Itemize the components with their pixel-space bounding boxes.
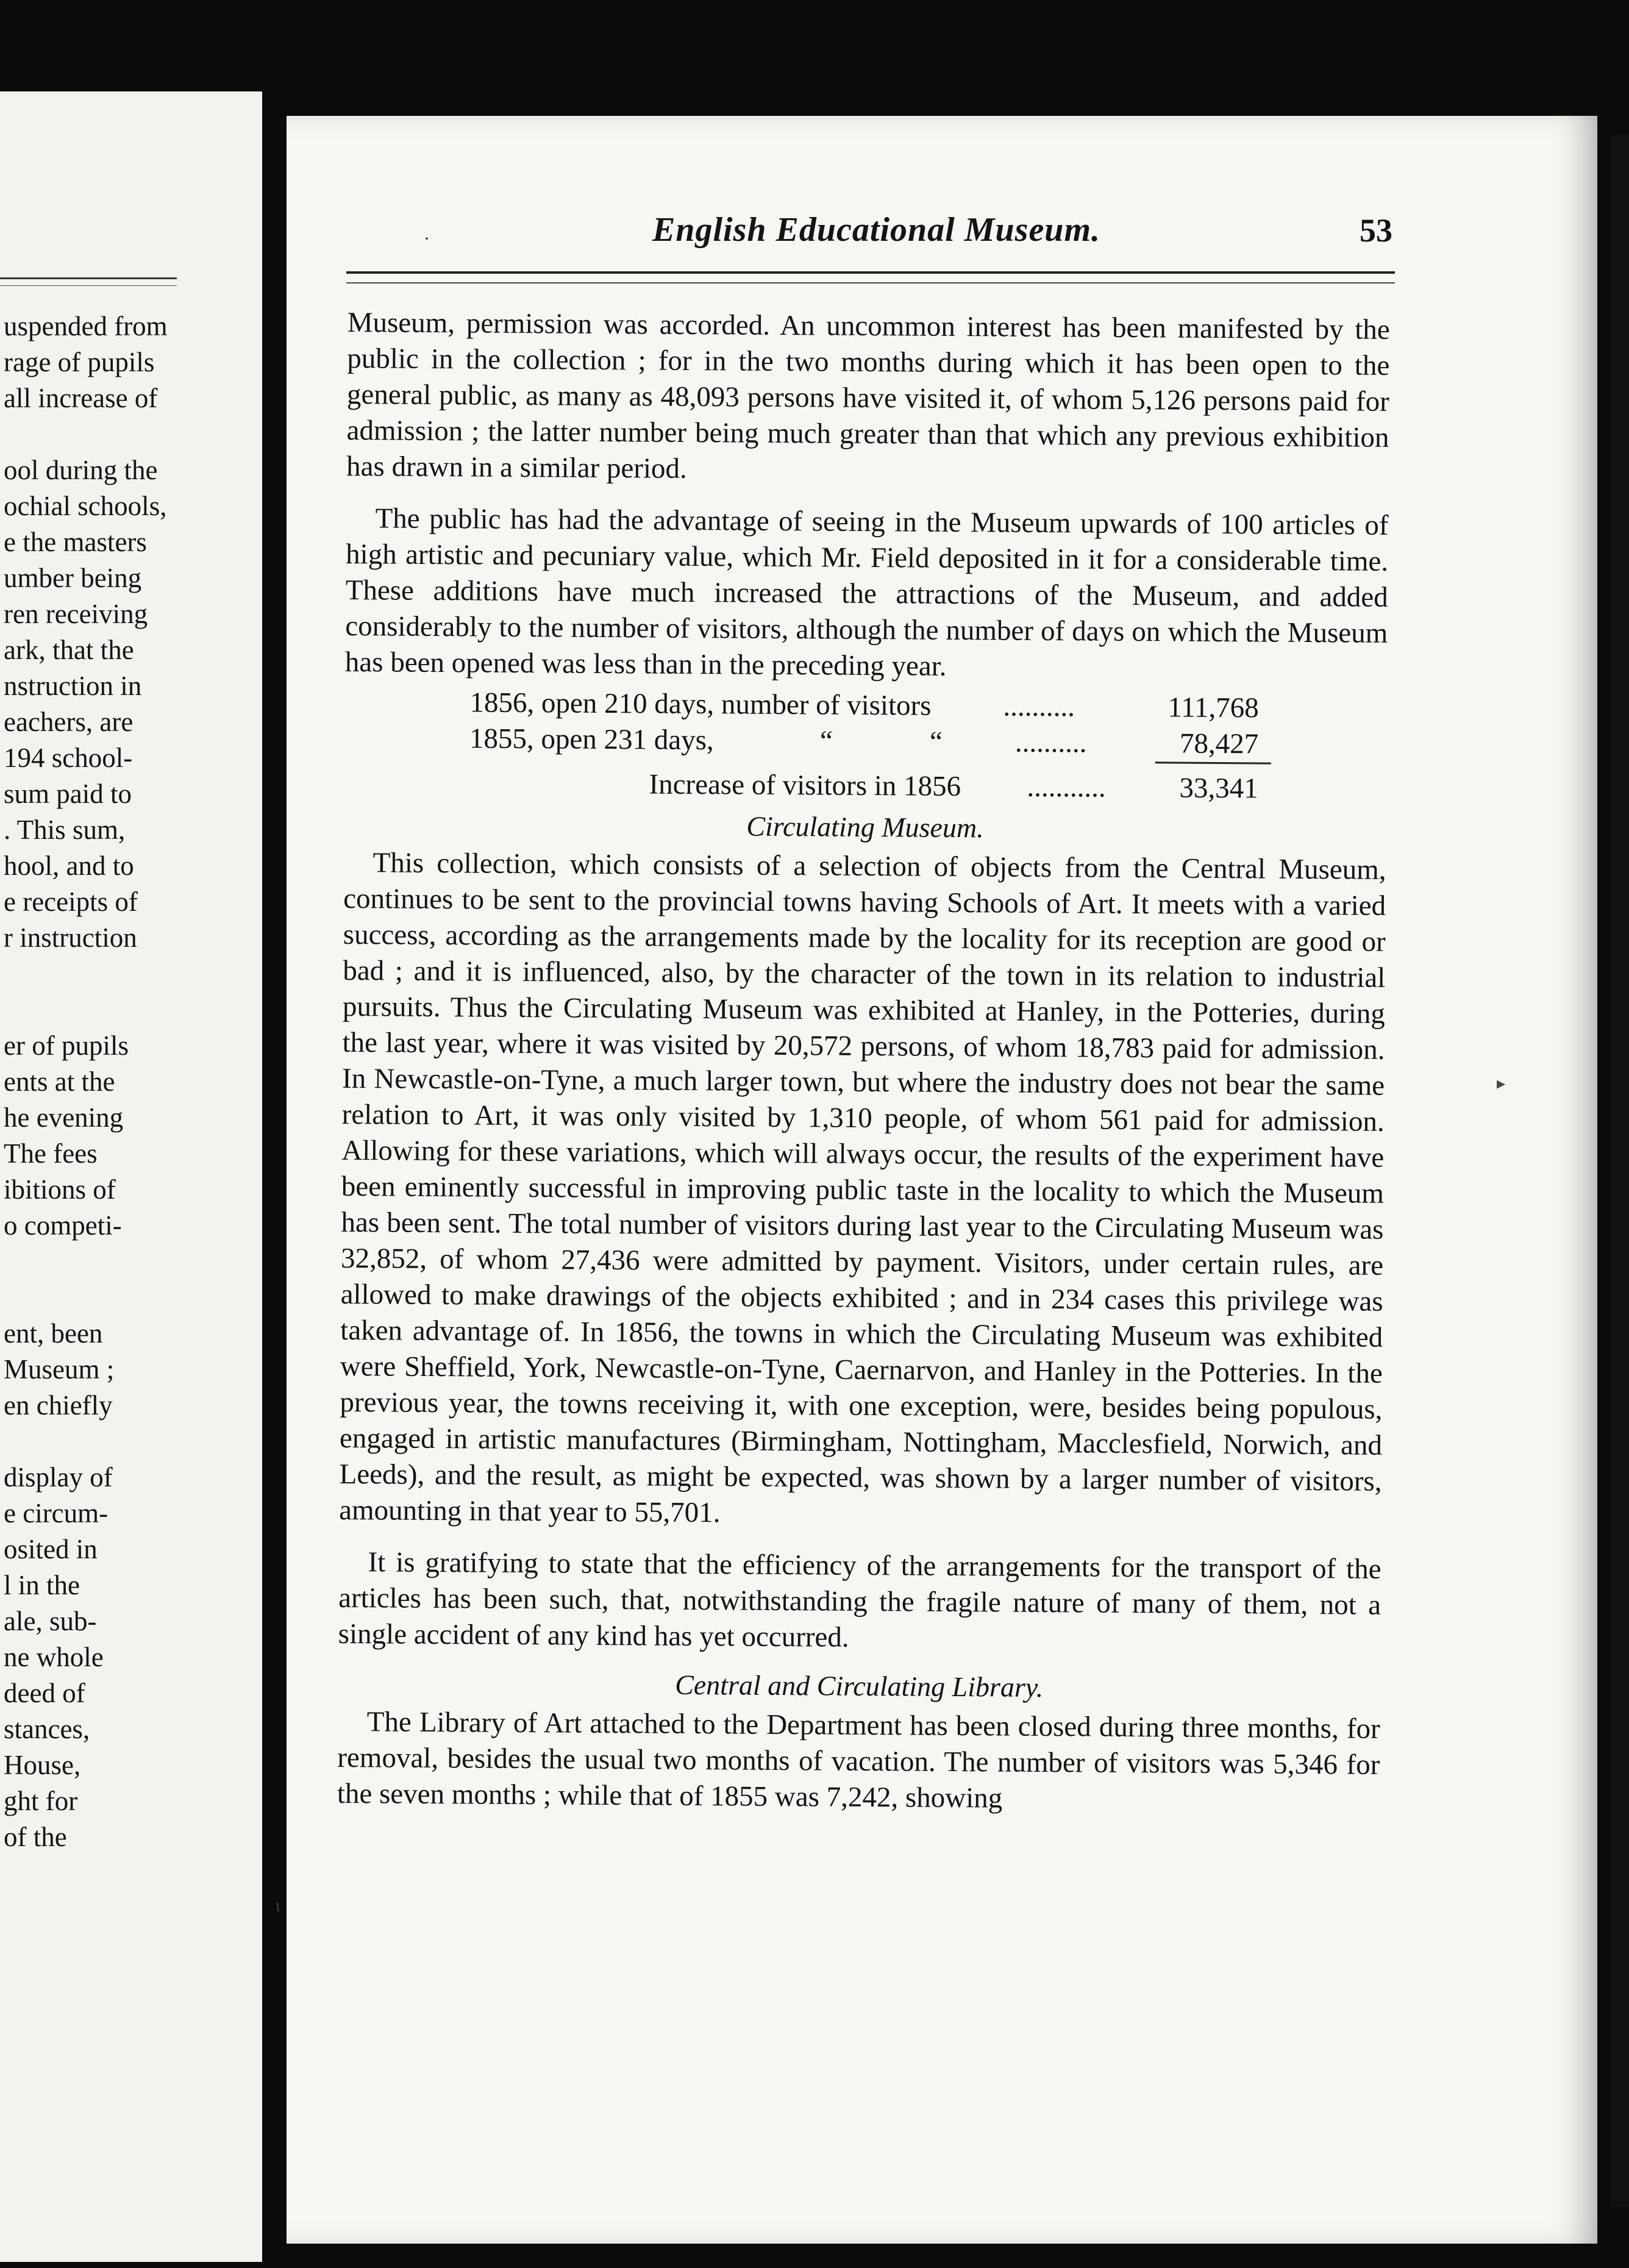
row-value: 111,768 xyxy=(1167,691,1259,724)
facing-page-line: he evening xyxy=(4,1102,124,1133)
facing-page-line: e circum- xyxy=(4,1498,109,1528)
paragraph: The public has had the advantage of seeing in the Museum upwards of 100 articles of high artistic and pecuniary value, which Mr. Field deposited in it for a considerable time. These additions have much increased the attractions of the Museum, and added considerably to the number of visitors, although the number of days on which the Museum has been opened was less than in the preceding year. xyxy=(344,502,1389,682)
facing-page-line: . This sum, xyxy=(4,815,126,845)
facing-page-line: hool, and to xyxy=(4,850,134,881)
facing-page-line: The fees xyxy=(4,1138,98,1169)
facing-page-line: ent, been xyxy=(4,1318,103,1349)
facing-page-line: rage of pupils xyxy=(4,347,155,377)
header-double-rule xyxy=(346,271,1395,284)
facing-page-line: deed of xyxy=(4,1678,85,1708)
ditto-mark: “ xyxy=(929,726,943,758)
row-label: 1856, open 210 days, number of visitors xyxy=(469,686,932,722)
table-total-row xyxy=(344,765,1386,808)
paragraph: Museum, permission was accorded. An uncommon interest has been manifested by the public in the collection ; for in the two months during which it has been open to the general public, as many as 48,093 persons have visited it, of whom 5,126 persons paid for admission ; the latter number being much greater than that which any previous exhibition has drawn in a similar period. xyxy=(346,306,1390,485)
paragraph: The Library of Art attached to the Department has been closed during three months, for removal, besides the usual two months of vacation. The number of visitors was 5,346 for the seven months ; while that of 1855 was 7,242, showing xyxy=(337,1706,1380,1814)
facing-page-line: display of xyxy=(4,1462,113,1492)
section-heading: Circulating Museum. xyxy=(746,810,984,844)
page-header xyxy=(366,210,1402,259)
facing-page-line: e the masters xyxy=(4,527,147,557)
margin-mark: ▸ xyxy=(1497,1074,1506,1093)
row-leader: .......... xyxy=(1014,726,1087,759)
facing-page-line: ren receiving xyxy=(4,599,148,629)
header-dot: · xyxy=(424,229,430,249)
row-leader: .......... xyxy=(1003,690,1075,723)
total-value: 33,341 xyxy=(1179,772,1258,805)
facing-page-line: 194 school- xyxy=(4,743,133,773)
page-edge-shadow xyxy=(1611,134,1629,2207)
sum-rule xyxy=(1155,761,1271,764)
facing-page-line: osited in xyxy=(4,1534,98,1564)
running-title: English Educational Museum. xyxy=(652,211,1101,249)
facing-page-line: ght for xyxy=(4,1786,78,1816)
facing-page-line: ale, sub- xyxy=(4,1606,97,1636)
paragraph: It is gratifying to state that the efficiency of the arrangements for the transport of the articles has been such, that, notwithstanding the fragile nature of many of them, not a single accident of any kind has yet occurred. xyxy=(338,1546,1381,1653)
section-heading: Central and Circulating Library. xyxy=(675,1669,1044,1703)
row-label: 1855, open 231 days, xyxy=(469,722,714,757)
page-number: 53 xyxy=(1360,212,1392,249)
row-value: 78,427 xyxy=(1179,727,1259,760)
facing-page-line: eachers, are xyxy=(4,707,134,737)
facing-page-line: l in the xyxy=(4,1570,80,1600)
facing-page-line: all increase of xyxy=(4,383,158,413)
facing-page-line: en chiefly xyxy=(4,1390,113,1421)
facing-page-line: er of pupils xyxy=(4,1030,129,1061)
facing-page-line: stances, xyxy=(4,1714,90,1744)
facing-page-line: ne whole xyxy=(4,1642,104,1672)
facing-page-rule xyxy=(0,277,177,286)
margin-mark: ι xyxy=(276,1896,280,1915)
facing-page xyxy=(0,91,262,2262)
facing-page-line: e receipts of xyxy=(4,886,138,917)
facing-page-line: Museum ; xyxy=(4,1354,115,1385)
facing-page-line: ochial schools, xyxy=(4,491,167,521)
facing-page-line: umber being xyxy=(4,563,142,593)
paragraph: This collection, which consists of a selection of objects from the Central Museum, continues to be sent to the provincial towns having Schools of Art. It meets with a varied success, according as the arrangements made by the locality for its reception are good or bad ; and it is influenced, also, by the character of the town in its relation to industrial pursuits. Thus the Circulating Museum was exhibited at Hanley, in the Potteries, during the last year, where it was visited by 20,572 persons, of whom 18,783 paid for admission. In Newcastle-on-Tyne, a much larger town, but where the industry does not bear the same relation to Art, it was only visited by 1,310 people, of whom 561 paid for admission. Allowing for these variations, which will always occur, the results of the experiment have been eminently successful in improving public taste in the locality to which the Museum has been sent. The total number of visitors during last year to the Circulating Museum was 32,852, of whom 27,436 were admitted by payment. Visitors, under certain rules, are allowed to make drawings of the objects exhibited ; and in 234 cases this privilege was taken advantage of. In 1856, the towns in which the Circulating Museum was exhibited were Sheffield, York, Newcastle-on-Tyne, Caernarvon, and Hanley in the Potteries. In the previous year, the towns receiving it, with one exception, were, besides being populous, engaged in artistic manufactures (Birmingham, Nottingham, Macclesfield, Norwich, and Leeds), and the result, as might be expected, was shown by a larger number of visitors, amounting in that year to 55,701. xyxy=(339,847,1386,1529)
visitor-table xyxy=(344,684,1387,808)
total-label: Increase of visitors in 1856 xyxy=(649,768,961,803)
facing-page-line: ool during the xyxy=(4,455,158,485)
facing-page-line: ibitions of xyxy=(4,1174,116,1205)
facing-page-line: House, xyxy=(4,1750,81,1780)
facing-page-line: o competi- xyxy=(4,1210,122,1241)
facing-page-line: nstruction in xyxy=(4,671,142,701)
facing-page-line: ark, that the xyxy=(4,635,134,665)
facing-page-line: of the xyxy=(4,1822,67,1852)
ditto-mark: “ xyxy=(819,725,833,757)
facing-page-line: r instruction xyxy=(4,922,137,953)
total-leader: ........... xyxy=(1027,771,1106,804)
facing-page-line: uspended from xyxy=(4,311,168,341)
facing-page-line: sum paid to xyxy=(4,779,132,809)
facing-page-line: ents at the xyxy=(4,1066,115,1097)
body-text xyxy=(337,305,1390,1819)
